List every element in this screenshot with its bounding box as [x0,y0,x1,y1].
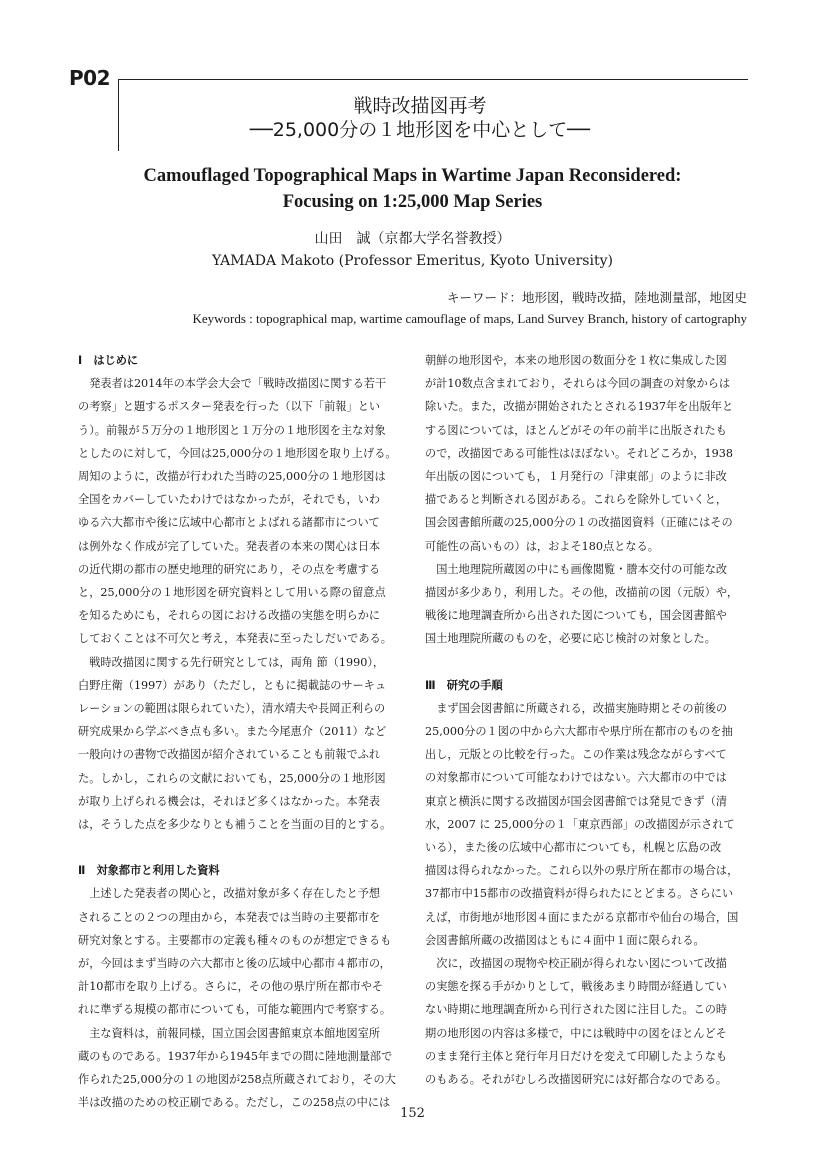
text-line: 全国をカバーしていたわけではなかったが，それでも，いわ [78,493,381,507]
text-line: のもある。それがむしろ改描図研究には好都合なのである。 [425,1073,728,1087]
text-line: 計10都市を取り上げる。さらに，その他の県庁所在都市やそ [78,980,384,994]
text-line: 会図書館所蔵の改描図はともに４面中１面に限られる。 [425,933,705,947]
text-line: は，そうした点を多少なりとも補うことを当面の目的とする。 [78,818,392,832]
text-line: 37都市中15都市の改描資料が得られたにとどまる。さらにい [425,887,734,901]
paragraph [425,558,745,651]
title-en-line1: Camouflaged Topographical Maps in Wartime Japan Reconsidered: [143,166,682,186]
text-line: の実態を探る手がかりとして，戦後あまり時間が経過してい [425,980,727,994]
paper-code: P02 [69,66,110,90]
text-line: 白野庄衛（1997）があり（ただし，ともに掲載誌のサーキュ [78,678,387,692]
right-column [425,349,745,1091]
section-heading-3: Ⅲ 研究の手順 [425,678,503,692]
text-line: ゆる六大都市や後に広域中心都市とよばれる諸都市について [78,516,380,530]
paragraph [78,372,398,650]
text-line: のまま発行主体と発行年月日だけを変えて印刷したようなも [425,1049,728,1063]
author-jp: 山田 誠（京都大学名誉教授） [314,231,511,247]
paragraph [425,697,745,952]
text-line: う）。前報が５万分の１地形図と１万分の１地形図を主な対象 [78,423,386,437]
paragraph [78,882,398,1021]
text-line: ない時期に地理調査所から刊行された図に注目した。この時 [425,1003,728,1017]
text-line: えば，市街地が地形図４面にまたがる京都市や仙台の場合，国 [425,910,739,924]
keywords-jp: キーワード：地形図，戦時改描，陸地測量部，地図史 [446,290,747,305]
text-line: 戦後に地理調査所から出された図についても，国会図書館や [425,609,727,623]
text-line: が取り上げられる機会は，それほど多くはなかった。本発表 [78,794,381,808]
paragraph [78,651,398,837]
text-line: 研究成果から学ぶべき点も多い。また今尾恵介（2011）など [78,725,387,739]
text-line: しておくことは不可欠と考え，本発表に至ったしだいである。 [78,632,392,646]
text-line: 描図は得られなかった。これら以外の県庁所在都市の場合は， [425,864,739,878]
text-line: いる），また後の広域中心都市についても，札幌と広島の改 [425,841,722,855]
text-line: 水，2007 に 25,000分の１「東京西部」の改描図が示されて [425,817,735,831]
header-rule [118,79,748,80]
text-line: 主な資料は，前報同様，国立国会図書館東京本館地図室所 [89,1026,381,1040]
section-heading-1: Ⅰ はじめに [78,354,139,367]
text-line: 半は改描のための校正刷である。ただし，この258点の中には [78,1096,391,1110]
text-line: レーションの範囲は限られていた），清水靖夫や長岡正利らの [78,702,386,716]
text-line: 作られた25,000分の１の地図が258点所蔵されており，その大 [78,1073,396,1087]
page-number: 152 [400,1106,425,1121]
text-line: 描図が多少あり，利用した。その他，改描前の図（元版）や， [425,586,739,600]
text-line: 国土地理院所蔵図の中にも画像閲覧・謄本交付の可能な改 [436,562,728,576]
left-column [78,349,398,1115]
text-line: が，今回はまず当時の六大都市と後の広域中心都市４都市の， [78,957,391,971]
title-jp: 戦時改描図再考 [353,95,487,117]
author-en: YAMADA Makoto (Professor Emeritus, Kyoto University) [212,253,613,269]
text-line: 研究対象とする。主要都市の定義も種々のものが想定できるも [78,933,392,947]
text-line: まず国会図書館に所蔵される，改描実施時期とその前後の [436,701,728,715]
text-line: は例外なく作成が完了していた。発表者の本来の関心は日本 [78,539,381,553]
text-line: 次に，改描図の現物や校正刷が得られない図について改描 [436,957,727,971]
text-line: た。しかし，これらの文献においても，25,000分の１地形図 [78,771,386,785]
text-line: れに準ずる規模の都市についても，可能な範囲内で考察する。 [78,1003,392,1017]
text-line: 描であると判断される図がある。これらを除外していくと， [425,493,728,507]
text-line: 国土地理院所蔵のものを，必要に応じ検討の対象とした。 [425,632,716,646]
text-line: 25,000分の１図の中から六大都市や県庁所在都市のものを抽 [425,725,733,739]
text-line: 東京と横浜に関する改描図が国会図書館では発見できず（清 [425,794,728,808]
text-line: 国会図書館所蔵の25,000分の１の改描図資料（正確にはその [425,516,733,530]
text-line: としたのに対して，今回は25,000分の１地形図を取り上げる。 [78,446,397,460]
text-line: 発表者は2014年の本学会大会で「戦時改描図に関する若干 [89,377,387,391]
paragraph [425,952,745,1091]
title-en-line2: Focusing on 1:25,000 Map Series [282,192,543,212]
text-line: 朝鮮の地形図や，本来の地形図の数面分を１枚に集成した図 [425,354,727,367]
text-line: されることの２つの理由から，本発表では当時の主要都市を [78,910,381,924]
header-vertical-rule [118,79,119,151]
text-line: の考察」と題するポスター発表を行った（以下「前報」とい [78,400,381,414]
text-line: 年出版の図についても，１月発行の「津東部」のように非改 [425,470,727,484]
subtitle-jp: ──25,000分の１地形図を中心として── [249,119,591,141]
text-line: 蔵のものである。1937年から1945年までの間に陸地測量部で [78,1049,393,1063]
text-line: の対象都市について可能なわけではない。六大都市の中では [425,771,727,785]
text-line: 期の地形図の内容は多様で，中には戦時中の図をほとんどそ [425,1026,727,1040]
paragraph [78,1022,398,1115]
text-line: 可能性の高いもの）は，およそ180点となる。 [425,539,659,553]
text-line: を知るためにも，それらの図における改描の実態を明らかに [78,609,381,623]
section-heading-2: Ⅱ 対象都市と利用した資料 [78,864,220,878]
text-line: 一般向けの書物で改描図が紹介されていることも前報でふれ [78,748,381,762]
text-line: と，25,000分の１地形図を研究資料として用いる際の留意点 [78,586,386,600]
text-line: する図については，ほとんどがその年の前半に出版されたも [425,423,727,437]
paragraph [425,349,745,558]
text-line: ので，改描図である可能性はほぼない。それどころか，1938 [425,446,733,460]
text-line: 上述した発表者の関心と，改描対象が多く存在したと予想 [89,887,381,901]
text-line: 除いた。また，改描が開始されたとされる1937年を出版年と [425,400,734,414]
text-line: 戦時改描図に関する先行研究としては，両角 節（1990）， [89,655,385,669]
text-line: 出し，元版との比較を行った。この作業は残念ながらすべて [425,748,727,762]
keywords-en: Keywords : topographical map, wartime camouflage of maps, Land Survey Branch, history of cartography [192,311,747,326]
text-line: の近代期の都市の歴史地理的研究にあり，その点を考慮する [78,562,381,576]
text-line: が計10数点含まれており，それらは今回の調査の対象からは [425,377,731,391]
text-line: 周知のように，改描が行われた当時の25,000分の１地形図は [78,470,386,484]
